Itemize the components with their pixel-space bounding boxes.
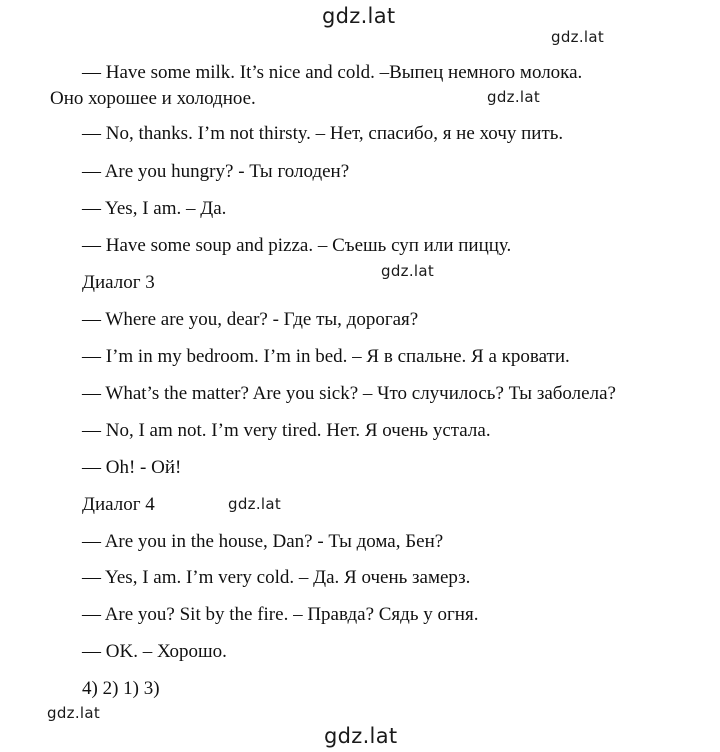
text-line-9: — What’s the matter? Are you sick? – Что случилось? Ты заболела? [82, 383, 616, 404]
text-line-14: — Are you? Sit by the fire. – Правда? Сядь у огня. [82, 604, 479, 625]
text-line-1: — Have some milk. It’s nice and cold. –Выпец немного молока. [82, 62, 583, 83]
text-line-5: — Yes, I am. – Да. [82, 198, 227, 219]
watermark-line2: gdz.lat [487, 88, 541, 106]
watermark-top-center: gdz.lat [322, 4, 396, 28]
text-line-13: — Yes, I am. I’m very cold. – Да. Я очень замерз. [82, 567, 471, 588]
watermark-top-right: gdz.lat [551, 28, 605, 46]
answer-sequence: 4) 2) 1) 3) [82, 678, 160, 699]
text-line-4: — Are you hungry? - Ты голоден? [82, 161, 350, 182]
text-line-2: Оно хорошее и холодное. [50, 88, 256, 109]
watermark-dialog4: gdz.lat [228, 495, 282, 513]
watermark-bottom-center: gdz.lat [324, 724, 398, 748]
dialog-4-heading: Диалог 4 [82, 494, 155, 515]
text-line-8: — I’m in my bedroom. I’m in bed. – Я в спальне. Я а кровати. [82, 346, 570, 367]
text-line-11: — Oh! - Ой! [82, 457, 182, 478]
text-line-10: — No, I am not. I’m very tired. Нет. Я очень устала. [82, 420, 491, 441]
text-line-6: — Have some soup and pizza. – Съешь суп или пиццу. [82, 235, 512, 256]
text-line-12: — Are you in the house, Dan? - Ты дома, Бен? [82, 531, 444, 552]
text-line-3: — No, thanks. I’m not thirsty. – Нет, спасибо, я не хочу пить. [82, 123, 564, 144]
watermark-bottom-left: gdz.lat [47, 704, 101, 722]
text-line-7: — Where are you, dear? - Где ты, дорогая? [82, 309, 419, 330]
dialog-3-heading: Диалог 3 [82, 272, 155, 293]
watermark-dialog3: gdz.lat [381, 262, 435, 280]
text-line-15: — OK. – Хорошо. [82, 641, 227, 662]
